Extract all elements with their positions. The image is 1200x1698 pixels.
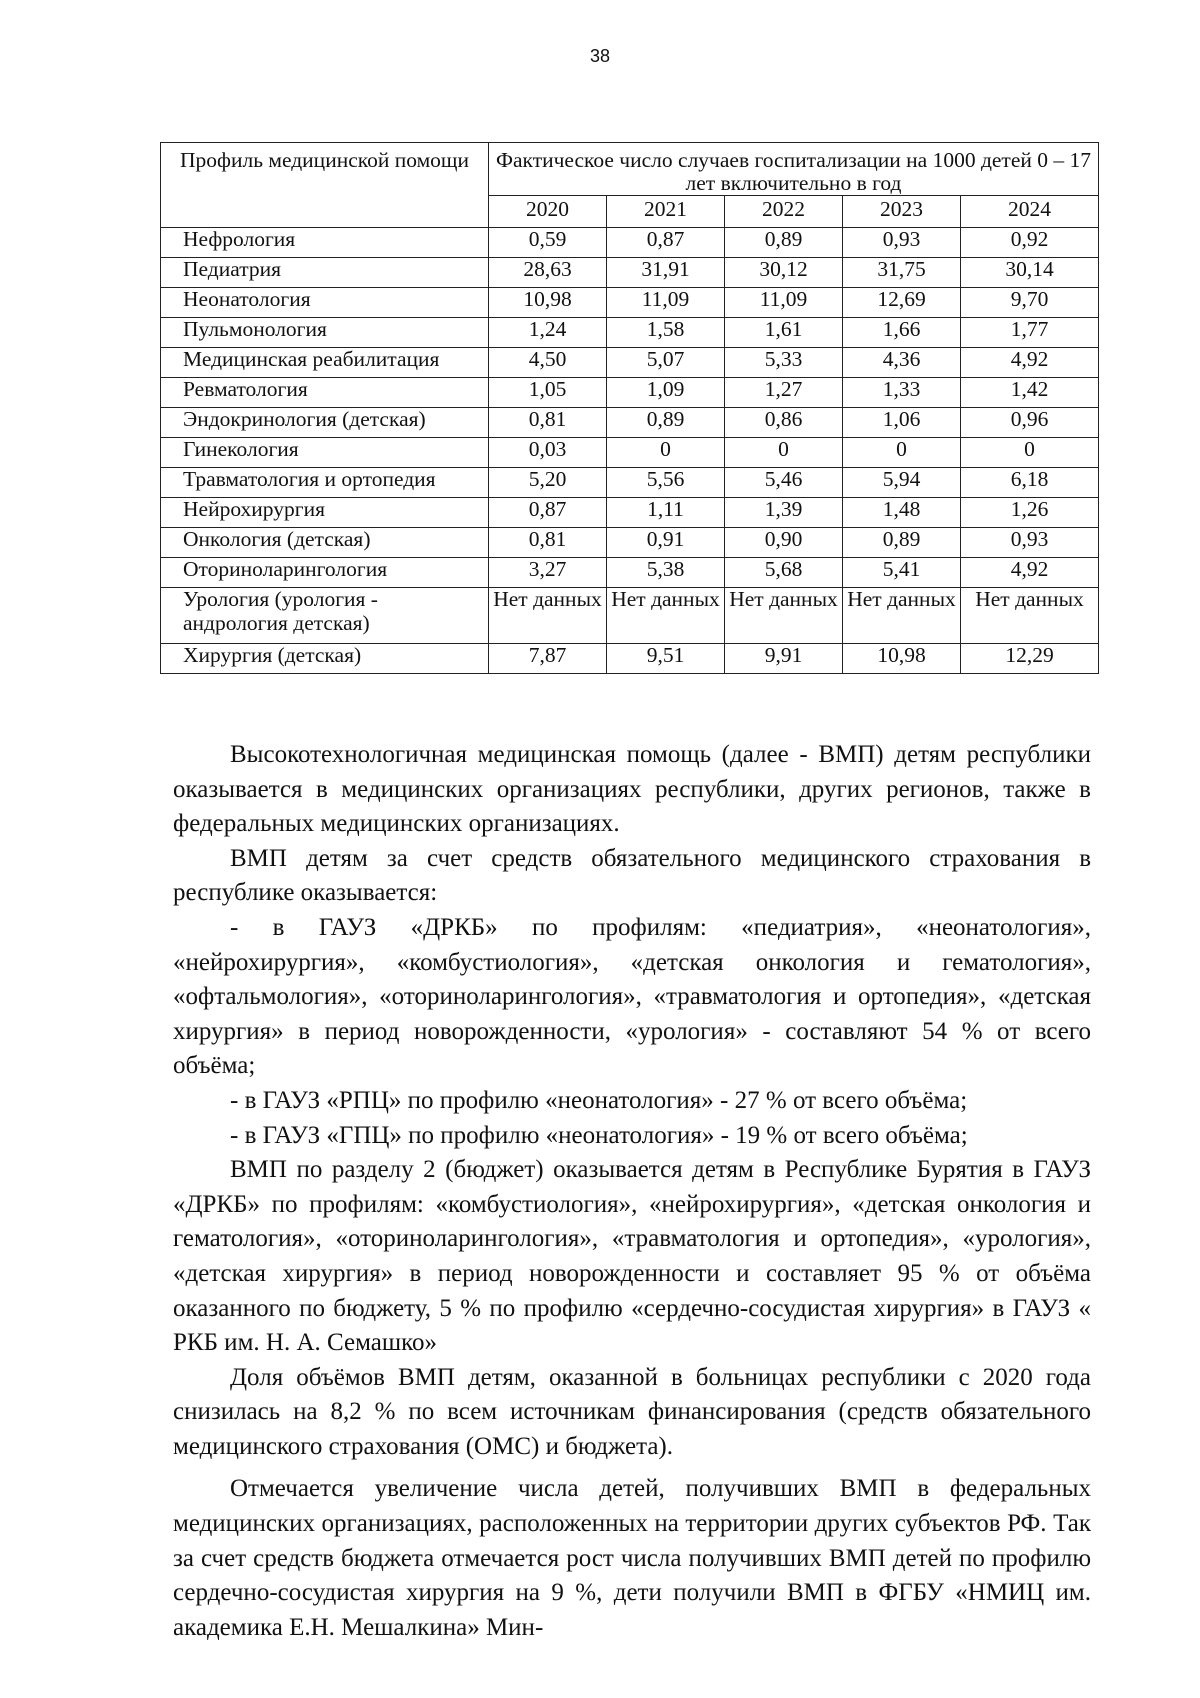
table-cell-value: 1,61: [725, 318, 843, 348]
table-row: [161, 348, 1099, 378]
table-cell-value: 6,18: [961, 468, 1099, 498]
table-cell-value: 31,75: [843, 258, 961, 288]
table-cell-value: 28,63: [489, 258, 607, 288]
table-cell-value: 1,09: [607, 378, 725, 408]
table-cell-value: 1,33: [843, 378, 961, 408]
row-profile-name: Оториноларингология: [161, 558, 489, 588]
table-cell-value: 0: [725, 438, 843, 468]
table-cell-value: 0,03: [489, 438, 607, 468]
table-cell-value: 1,66: [843, 318, 961, 348]
table-cell-value: 12,29: [961, 644, 1099, 674]
row-profile-name: Нейрохирургия: [161, 498, 489, 528]
table-cell-value: Нет данных: [725, 588, 843, 644]
table-cell-value: 0,93: [843, 228, 961, 258]
row-profile-name: Онкология (детская): [161, 528, 489, 558]
table-cell-value: 5,68: [725, 558, 843, 588]
column-header-hospitalization-rate: Фактическое число случаев госпитализации на 1000 детей 0 – 17 лет включительно в год: [489, 143, 1099, 196]
table-row: [161, 408, 1099, 438]
row-profile-name: Медицинская реабилитация: [161, 348, 489, 378]
paragraph: - в ГАУЗ «ДРКБ» по профилям: «педиатрия», «неонатология», «нейрохирургия», «комбустиология», «детская онкология и гематология», «офтальмология», «оториноларингология», «травматология и ортопедия», «детская хирургия» в период новорожденности, «урология» - составляют 54 % от всего объёма;: [173, 913, 1091, 1080]
table-cell-value: 0,81: [489, 528, 607, 558]
table-cell-value: 0,87: [489, 498, 607, 528]
table-cell-value: 9,51: [607, 644, 725, 674]
row-profile-name: Пульмонология: [161, 318, 489, 348]
table-cell-value: 30,14: [961, 258, 1099, 288]
table-row: [161, 528, 1099, 558]
table-cell-value: 9,91: [725, 644, 843, 674]
table-cell-value: 0,90: [725, 528, 843, 558]
year-header-2020: 2020: [489, 196, 607, 228]
table-row: [161, 558, 1099, 588]
table-cell-value: 0,87: [607, 228, 725, 258]
paragraph: ВМП по разделу 2 (бюджет) оказывается детям в Республике Бурятия в ГАУЗ «ДРКБ» по профилям: «комбустиология», «нейрохирургия», «детская онкология и гематология», «оториноларингология», «травматология и ортопедия», «урология», «детская хирургия» в период новорожденности и составляет 95 % от объёма оказанного по бюджету, 5 % по профилю «сердечно-сосудистая хирургия» в ГАУЗ « РКБ им. Н. А. Семашко»: [173, 1156, 1091, 1357]
table-cell-value: 5,20: [489, 468, 607, 498]
table-row: [161, 228, 1099, 258]
year-header-2021: 2021: [607, 196, 725, 228]
paragraph: Доля объёмов ВМП детям, оказанной в больницах республики с 2020 года снизилась на 8,2 % по всем источникам финансирования (средств обязательного медицинского страхования (ОМС) и бюджета).: [173, 1363, 1091, 1460]
table-body: [161, 228, 1099, 674]
table-row: [161, 498, 1099, 528]
table-cell-value: 4,92: [961, 348, 1099, 378]
table-cell-value: 10,98: [489, 288, 607, 318]
table-cell-value: 10,98: [843, 644, 961, 674]
table-cell-value: 1,26: [961, 498, 1099, 528]
table-cell-value: 4,36: [843, 348, 961, 378]
table-cell-value: 5,41: [843, 558, 961, 588]
table-row: [161, 468, 1099, 498]
row-profile-name: Нефрология: [161, 228, 489, 258]
table-cell-value: 1,39: [725, 498, 843, 528]
table-cell-value: 30,12: [725, 258, 843, 288]
row-profile-name: Хирургия (детская): [161, 644, 489, 674]
table-cell-value: 11,09: [607, 288, 725, 318]
table-cell-value: 1,42: [961, 378, 1099, 408]
table-row: [161, 644, 1099, 674]
table-cell-value: 0,89: [843, 528, 961, 558]
year-header-2023: 2023: [843, 196, 961, 228]
table-cell-value: 1,06: [843, 408, 961, 438]
table-cell-value: 1,11: [607, 498, 725, 528]
paragraph: Отмечается увеличение числа детей, получивших ВМП в федеральных медицинских организациях, расположенных на территории других субъектов РФ. Так за счет средств бюджета отмечается рост числа получивших ВМП детей по профилю сердечно-сосудистая хирургия на 9 %, дети получили ВМП в ФГБУ «НМИЦ им. академика Е.Н. Мешалкина» Мин-: [173, 1475, 1091, 1641]
page-number: 38: [589, 46, 611, 66]
table-row: [161, 288, 1099, 318]
row-profile-name: Ревматология: [161, 378, 489, 408]
table-row: [161, 378, 1099, 408]
table-cell-value: 0,92: [961, 228, 1099, 258]
table-cell-value: 1,05: [489, 378, 607, 408]
table-cell-value: 5,38: [607, 558, 725, 588]
table-cell-value: 0: [607, 438, 725, 468]
table-cell-value: 0,96: [961, 408, 1099, 438]
row-profile-name: Урология (урология - андрология детская): [161, 588, 489, 644]
paragraph: - в ГАУЗ «ГПЦ» по профилю «неонатология» - 19 % от всего объёма;: [230, 1121, 968, 1149]
table-cell-value: 11,09: [725, 288, 843, 318]
table-cell-value: 5,56: [607, 468, 725, 498]
table-row: [161, 438, 1099, 468]
table-cell-value: 9,70: [961, 288, 1099, 318]
table-cell-value: Нет данных: [489, 588, 607, 644]
table-cell-value: 0,81: [489, 408, 607, 438]
table-cell-value: 5,94: [843, 468, 961, 498]
table-cell-value: 0,86: [725, 408, 843, 438]
table-cell-value: 1,77: [961, 318, 1099, 348]
body-text: [173, 738, 1091, 1645]
table-cell-value: Нет данных: [843, 588, 961, 644]
row-profile-name: Неонатология: [161, 288, 489, 318]
table-cell-value: 0,59: [489, 228, 607, 258]
table-cell-value: 0,93: [961, 528, 1099, 558]
table-cell-value: 12,69: [843, 288, 961, 318]
table-cell-value: 1,48: [843, 498, 961, 528]
row-profile-name: Травматология и ортопедия: [161, 468, 489, 498]
table-cell-value: 0,91: [607, 528, 725, 558]
table-row: [161, 588, 1099, 644]
table-cell-value: 5,07: [607, 348, 725, 378]
column-header-profile: Профиль медицинской помощи: [161, 143, 489, 228]
row-profile-name: Гинекология: [161, 438, 489, 468]
table-row: [161, 318, 1099, 348]
table-cell-value: 0,89: [607, 408, 725, 438]
paragraph: Высокотехнологичная медицинская помощь (далее - ВМП) детям республики оказывается в медицинских организациях республики, других регионов, также в федеральных медицинских организациях.: [173, 741, 1091, 838]
table-cell-value: 1,58: [607, 318, 725, 348]
paragraph: ВМП детям за счет средств обязательного медицинского страхования в республике оказывается:: [173, 844, 1091, 907]
table-cell-value: 1,27: [725, 378, 843, 408]
year-header-2022: 2022: [725, 196, 843, 228]
row-profile-name: Педиатрия: [161, 258, 489, 288]
table-cell-value: 7,87: [489, 644, 607, 674]
table-cell-value: 0: [843, 438, 961, 468]
table-cell-value: 5,46: [725, 468, 843, 498]
row-profile-name: Эндокринология (детская): [161, 408, 489, 438]
hospitalization-table: [160, 142, 1099, 674]
table-cell-value: Нет данных: [607, 588, 725, 644]
paragraph: - в ГАУЗ «РПЦ» по профилю «неонатология» - 27 % от всего объёма;: [230, 1086, 968, 1114]
table-cell-value: 31,91: [607, 258, 725, 288]
table-cell-value: 5,33: [725, 348, 843, 378]
table-cell-value: 4,50: [489, 348, 607, 378]
table-cell-value: 0: [961, 438, 1099, 468]
table-cell-value: 4,92: [961, 558, 1099, 588]
table-cell-value: 0,89: [725, 228, 843, 258]
table-cell-value: 3,27: [489, 558, 607, 588]
table-row: [161, 258, 1099, 288]
table-cell-value: 1,24: [489, 318, 607, 348]
table-cell-value: Нет данных: [961, 588, 1099, 644]
year-header-2024: 2024: [961, 196, 1099, 228]
